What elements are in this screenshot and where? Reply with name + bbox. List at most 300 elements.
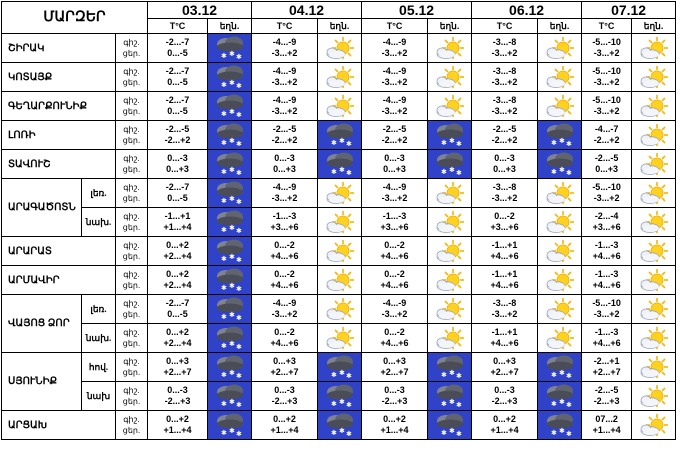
- weather-col-header: եղն.: [318, 19, 362, 34]
- day-temperature: -2...+3: [271, 396, 298, 406]
- night-temperature: 0...-2: [274, 240, 295, 250]
- period-label: [116, 266, 148, 295]
- regions-header: ՄԱՐԶԵՐ: [2, 2, 148, 34]
- sun-cloud-icon: [632, 237, 676, 266]
- snow-cloud-icon: [208, 179, 252, 208]
- temperature-cell: [472, 237, 538, 266]
- snow-cloud-icon: [538, 121, 582, 150]
- day-temperature: +4...+6: [592, 338, 621, 348]
- night-label: գիշ.: [123, 183, 140, 192]
- night-temperature: -4...-9: [382, 95, 407, 105]
- day-temperature: -3...+2: [381, 106, 408, 116]
- svg-text:✱: ✱: [455, 372, 462, 380]
- svg-text:✱: ✱: [228, 195, 235, 203]
- sun-cloud-icon: [318, 208, 362, 237]
- temperature-cell: [582, 63, 632, 92]
- temperature-cell: [252, 353, 318, 382]
- day-temperature: +3...+6: [490, 222, 519, 232]
- night-temperature: -4...-9: [382, 37, 407, 47]
- svg-text:✱: ✱: [235, 198, 242, 206]
- svg-text:✱: ✱: [235, 372, 242, 380]
- sun-cloud-icon: [318, 179, 362, 208]
- temperature-cell: [148, 353, 208, 382]
- temperature-cell: [472, 179, 538, 208]
- forecast-row: [2, 324, 676, 353]
- day-temperature: +2...+7: [592, 367, 621, 377]
- sun-cloud-icon: [632, 353, 676, 382]
- night-temperature: 0...+3: [493, 356, 516, 366]
- sun-cloud-icon: [428, 295, 472, 324]
- day-temperature: -3...+2: [271, 309, 298, 319]
- snow-cloud-icon: [208, 324, 252, 353]
- temperature-cell: [582, 34, 632, 63]
- svg-text:✱: ✱: [338, 166, 345, 174]
- temperature-cell: [362, 92, 428, 121]
- snow-cloud-icon: [428, 150, 472, 179]
- day-temperature: -3...+2: [381, 193, 408, 203]
- night-label: գիշ.: [123, 328, 140, 337]
- day-temperature: +3...+6: [592, 222, 621, 232]
- temperature-cell: [362, 150, 428, 179]
- day-temperature: -3...+2: [271, 193, 298, 203]
- sun-cloud-icon: [632, 179, 676, 208]
- sun-cloud-icon: [428, 34, 472, 63]
- period-label: [116, 121, 148, 150]
- temperature-cell: [252, 324, 318, 353]
- svg-text:✱: ✱: [330, 139, 337, 147]
- day-temperature: +2...+4: [163, 251, 192, 261]
- svg-text:✱: ✱: [565, 140, 572, 148]
- night-temperature: 0...-3: [384, 385, 405, 395]
- night-temperature: -5...-10: [592, 37, 621, 47]
- temperature-cell: [362, 63, 428, 92]
- temperature-cell: [362, 295, 428, 324]
- night-temperature: -4...-7: [594, 124, 619, 134]
- day-temperature: +4...+6: [270, 338, 299, 348]
- day-temperature: -3...+2: [491, 106, 518, 116]
- svg-text:✱: ✱: [235, 285, 242, 293]
- temperature-cell: [362, 411, 428, 440]
- svg-text:✱: ✱: [440, 168, 447, 176]
- temperature-cell: [472, 150, 538, 179]
- temperature-cell: [582, 208, 632, 237]
- svg-text:✱: ✱: [330, 371, 337, 379]
- day-temperature: -2...+3: [593, 396, 620, 406]
- night-temperature: -2...-7: [165, 298, 190, 308]
- night-temperature: -4...-9: [382, 182, 407, 192]
- day-label: ցեր.: [122, 397, 141, 406]
- sun-cloud-icon: [428, 179, 472, 208]
- svg-text:✱: ✱: [235, 82, 242, 90]
- date-header-5: 07.12: [582, 2, 676, 19]
- temperature-cell: [472, 295, 538, 324]
- snow-cloud-icon: [538, 382, 582, 411]
- day-temperature: 0...-5: [167, 193, 188, 203]
- day-label: ցեր.: [122, 194, 141, 203]
- day-temperature: 0...+3: [383, 164, 406, 174]
- night-temperature: 0...-3: [274, 385, 295, 395]
- temperature-cell: [472, 324, 538, 353]
- night-temperature: -1...-3: [272, 211, 297, 221]
- svg-text:✱: ✱: [338, 369, 345, 377]
- day-temperature: +1...+4: [592, 425, 621, 435]
- day-temperature: -3...+2: [593, 48, 620, 58]
- temperature-cell: [472, 208, 538, 237]
- forecast-row: [2, 353, 676, 382]
- temperature-cell: [148, 208, 208, 237]
- period-label: [116, 237, 148, 266]
- svg-text:✱: ✱: [345, 372, 352, 380]
- temperature-cell: [252, 150, 318, 179]
- temperature-cell: [252, 121, 318, 150]
- night-temperature: -5...-10: [592, 95, 621, 105]
- svg-text:✱: ✱: [228, 369, 235, 377]
- sun-cloud-icon: [538, 324, 582, 353]
- svg-text:✱: ✱: [338, 427, 345, 435]
- day-temperature: +4...+6: [592, 251, 621, 261]
- forecast-row: [2, 237, 676, 266]
- sun-cloud-icon: [538, 92, 582, 121]
- night-temperature: 0...-3: [274, 153, 295, 163]
- snow-cloud-icon: [208, 208, 252, 237]
- sun-cloud-icon: [318, 63, 362, 92]
- day-temperature: -3...+2: [491, 48, 518, 58]
- day-label: ցեր.: [122, 339, 141, 348]
- snow-cloud-icon: [318, 353, 362, 382]
- night-temperature: -1...+1: [491, 240, 518, 250]
- day-temperature: 0...-5: [167, 48, 188, 58]
- day-temperature: +4...+6: [270, 251, 299, 261]
- night-label: գիշ.: [123, 299, 140, 308]
- sun-cloud-icon: [428, 208, 472, 237]
- svg-text:✱: ✱: [220, 255, 227, 263]
- svg-text:✱: ✱: [330, 400, 337, 408]
- period-label: [116, 208, 148, 237]
- svg-text:✱: ✱: [448, 369, 455, 377]
- temperature-cell: [472, 411, 538, 440]
- sun-cloud-icon: [318, 324, 362, 353]
- night-temperature: -4...-9: [272, 298, 297, 308]
- night-temperature: 0...-2: [274, 269, 295, 279]
- temperature-cell: [148, 121, 208, 150]
- night-temperature: -2...-7: [165, 66, 190, 76]
- region-name: ԱՐՑԱԽ: [2, 411, 116, 440]
- day-temperature: -3...+2: [381, 309, 408, 319]
- day-label: ցեր.: [122, 310, 141, 319]
- region-name: ԳԵՂԱՐՔՈՒՆԻՔ: [2, 92, 116, 121]
- temperature-cell: [472, 92, 538, 121]
- svg-text:✱: ✱: [440, 371, 447, 379]
- svg-text:✱: ✱: [455, 169, 462, 177]
- svg-text:✱: ✱: [558, 369, 565, 377]
- period-label: [116, 382, 148, 411]
- svg-text:✱: ✱: [220, 110, 227, 118]
- snow-cloud-icon: [318, 121, 362, 150]
- day-temperature: 0...-5: [167, 106, 188, 116]
- temperature-cell: [252, 295, 318, 324]
- snow-cloud-icon: [208, 382, 252, 411]
- sun-cloud-icon: [632, 150, 676, 179]
- night-label: գիշ.: [123, 96, 140, 105]
- sun-cloud-icon: [632, 121, 676, 150]
- night-temperature: -2...-5: [492, 124, 517, 134]
- night-temperature: 0...+2: [166, 269, 189, 279]
- night-temperature: -4...-9: [272, 182, 297, 192]
- snow-cloud-icon: [208, 34, 252, 63]
- temperature-cell: [362, 121, 428, 150]
- svg-text:✱: ✱: [220, 342, 227, 350]
- snow-cloud-icon: [208, 63, 252, 92]
- subregion-name: նախ: [82, 382, 116, 411]
- day-temperature: +4...+6: [380, 251, 409, 261]
- day-temperature: -3...+2: [593, 106, 620, 116]
- svg-text:✱: ✱: [550, 429, 557, 437]
- night-temperature: 0...-3: [494, 153, 515, 163]
- period-label: [116, 324, 148, 353]
- svg-text:✱: ✱: [455, 401, 462, 409]
- snow-cloud-icon: [318, 382, 362, 411]
- region-name: ՏԱՎՈՒՇ: [2, 150, 116, 179]
- svg-text:✱: ✱: [235, 401, 242, 409]
- day-temperature: 0...-5: [167, 309, 188, 319]
- sun-cloud-icon: [428, 266, 472, 295]
- night-temperature: -5...-10: [592, 182, 621, 192]
- temperature-cell: [362, 266, 428, 295]
- snow-cloud-icon: [428, 382, 472, 411]
- day-temperature: +1...+4: [380, 425, 409, 435]
- forecast-row: [2, 382, 676, 411]
- region-name: ԼՈՌԻ: [2, 121, 116, 150]
- svg-text:✱: ✱: [550, 400, 557, 408]
- temperature-cell: [148, 324, 208, 353]
- svg-text:✱: ✱: [228, 427, 235, 435]
- snow-cloud-icon: [208, 266, 252, 295]
- night-temperature: -1...+1: [491, 269, 518, 279]
- svg-text:✱: ✱: [440, 400, 447, 408]
- sun-cloud-icon: [318, 34, 362, 63]
- day-temperature: +4...+6: [490, 338, 519, 348]
- day-temperature: -3...+2: [271, 77, 298, 87]
- svg-text:✱: ✱: [220, 284, 227, 292]
- svg-text:✱: ✱: [565, 169, 572, 177]
- weather-col-header: եղն.: [208, 19, 252, 34]
- night-temperature: -4...-9: [382, 66, 407, 76]
- temp-col-header: T°C: [252, 19, 318, 34]
- night-temperature: 0...-2: [274, 327, 295, 337]
- night-label: գիշ.: [123, 241, 140, 250]
- svg-text:✱: ✱: [345, 169, 352, 177]
- svg-text:✱: ✱: [220, 52, 227, 60]
- svg-text:✱: ✱: [220, 400, 227, 408]
- temperature-cell: [362, 208, 428, 237]
- sun-cloud-icon: [538, 179, 582, 208]
- night-label: գիշ.: [123, 67, 140, 76]
- svg-text:✱: ✱: [455, 140, 462, 148]
- svg-text:✱: ✱: [220, 139, 227, 147]
- temperature-cell: [362, 34, 428, 63]
- day-temperature: +3...+6: [380, 222, 409, 232]
- day-temperature: +1...+4: [163, 222, 192, 232]
- date-header-2: 04.12: [252, 2, 362, 19]
- temperature-cell: [148, 266, 208, 295]
- night-temperature: -4...-9: [272, 95, 297, 105]
- snow-cloud-icon: [208, 295, 252, 324]
- day-temperature: +4...+6: [380, 338, 409, 348]
- svg-text:✱: ✱: [558, 166, 565, 174]
- night-label: գիշ.: [123, 415, 140, 424]
- temperature-cell: [362, 353, 428, 382]
- svg-text:✱: ✱: [565, 372, 572, 380]
- temperature-cell: [582, 353, 632, 382]
- svg-text:✱: ✱: [235, 227, 242, 235]
- day-temperature: -3...+2: [381, 77, 408, 87]
- forecast-table: [1, 1, 676, 440]
- svg-text:✱: ✱: [550, 139, 557, 147]
- temp-col-header: T°C: [582, 19, 632, 34]
- night-temperature: -2...-5: [382, 124, 407, 134]
- svg-text:✱: ✱: [558, 137, 565, 145]
- svg-text:✱: ✱: [440, 139, 447, 147]
- sun-cloud-icon: [428, 63, 472, 92]
- temperature-cell: [582, 237, 632, 266]
- svg-text:✱: ✱: [558, 398, 565, 406]
- sun-cloud-icon: [318, 295, 362, 324]
- day-label: ցեր.: [122, 426, 141, 435]
- svg-text:✱: ✱: [220, 371, 227, 379]
- day-temperature: -3...+2: [491, 309, 518, 319]
- period-label: [116, 92, 148, 121]
- svg-text:✱: ✱: [338, 398, 345, 406]
- svg-text:✱: ✱: [228, 340, 235, 348]
- temperature-cell: [148, 34, 208, 63]
- date-header-1: 03.12: [148, 2, 252, 19]
- night-temperature: -3...-8: [492, 182, 517, 192]
- sun-cloud-icon: [632, 208, 676, 237]
- region-name: ՎԱՅՈՑ ՁՈՐ: [2, 295, 82, 353]
- svg-text:✱: ✱: [235, 256, 242, 264]
- svg-text:✱: ✱: [330, 168, 337, 176]
- night-temperature: -2...-5: [165, 124, 190, 134]
- day-temperature: +4...+6: [380, 280, 409, 290]
- night-temperature: 0...-2: [384, 269, 405, 279]
- day-temperature: +2...+7: [163, 367, 192, 377]
- temperature-cell: [582, 150, 632, 179]
- snow-cloud-icon: [208, 150, 252, 179]
- svg-text:✱: ✱: [220, 168, 227, 176]
- night-temperature: -2...-5: [272, 124, 297, 134]
- day-temperature: 0...+3: [493, 164, 516, 174]
- night-temperature: -2...-7: [165, 37, 190, 47]
- sun-cloud-icon: [428, 324, 472, 353]
- night-temperature: -1...+1: [491, 327, 518, 337]
- sun-cloud-icon: [538, 295, 582, 324]
- svg-text:✱: ✱: [550, 168, 557, 176]
- svg-text:✱: ✱: [330, 429, 337, 437]
- night-temperature: 0...+2: [166, 240, 189, 250]
- snow-cloud-icon: [208, 411, 252, 440]
- temperature-cell: [582, 179, 632, 208]
- svg-text:✱: ✱: [448, 137, 455, 145]
- temperature-cell: [362, 324, 428, 353]
- sun-cloud-icon: [632, 63, 676, 92]
- temperature-cell: [148, 295, 208, 324]
- svg-text:✱: ✱: [235, 111, 242, 119]
- forecast-row: [2, 92, 676, 121]
- svg-text:✱: ✱: [235, 53, 242, 61]
- day-temperature: -3...+2: [593, 77, 620, 87]
- date-header-4: 06.12: [472, 2, 582, 19]
- sun-cloud-icon: [632, 266, 676, 295]
- svg-text:✱: ✱: [228, 282, 235, 290]
- night-temperature: -4...-9: [272, 37, 297, 47]
- svg-text:✱: ✱: [228, 398, 235, 406]
- day-label: ցեր.: [122, 78, 141, 87]
- night-temperature: -1...-3: [594, 269, 619, 279]
- region-name: ԱՐԱՐԱՏ: [2, 237, 116, 266]
- snow-cloud-icon: [208, 353, 252, 382]
- svg-text:✱: ✱: [565, 430, 572, 438]
- svg-text:✱: ✱: [235, 343, 242, 351]
- night-temperature: 0...+3: [273, 356, 296, 366]
- weather-col-header: եղն.: [632, 19, 676, 34]
- night-temperature: 0...+2: [166, 414, 189, 424]
- region-name: ԱՐԱԳԱԾՈՏՆ: [2, 179, 82, 237]
- period-label: [116, 63, 148, 92]
- night-temperature: 0...-3: [384, 153, 405, 163]
- temperature-cell: [148, 237, 208, 266]
- night-temperature: 0...+2: [166, 327, 189, 337]
- snow-cloud-icon: [318, 150, 362, 179]
- day-label: ցեր.: [122, 165, 141, 174]
- region-name: ԿՈՏԱՅՔ: [2, 63, 116, 92]
- svg-text:✱: ✱: [455, 430, 462, 438]
- temperature-cell: [472, 121, 538, 150]
- day-temperature: -3...+2: [491, 77, 518, 87]
- forecast-row: [2, 34, 676, 63]
- svg-text:✱: ✱: [220, 197, 227, 205]
- temp-col-header: T°C: [148, 19, 208, 34]
- day-temperature: -3...+2: [593, 309, 620, 319]
- day-temperature: -2...+3: [491, 396, 518, 406]
- sun-cloud-icon: [318, 266, 362, 295]
- svg-text:✱: ✱: [235, 169, 242, 177]
- night-label: գիշ.: [123, 212, 140, 221]
- night-temperature: -1...+1: [164, 211, 191, 221]
- night-label: գիշ.: [123, 38, 140, 47]
- forecast-row: [2, 411, 676, 440]
- snow-cloud-icon: [428, 411, 472, 440]
- temperature-cell: [582, 382, 632, 411]
- forecast-row: [2, 121, 676, 150]
- temperature-cell: [582, 295, 632, 324]
- forecast-row: [2, 208, 676, 237]
- temperature-cell: [582, 121, 632, 150]
- temperature-cell: [582, 266, 632, 295]
- svg-text:✱: ✱: [558, 427, 565, 435]
- day-temperature: -3...+2: [593, 193, 620, 203]
- date-header-3: 05.12: [362, 2, 472, 19]
- svg-text:✱: ✱: [448, 427, 455, 435]
- night-temperature: 0...-2: [384, 327, 405, 337]
- svg-text:✱: ✱: [235, 140, 242, 148]
- day-label: ցեր.: [122, 223, 141, 232]
- temperature-cell: [252, 92, 318, 121]
- night-temperature: -2...-5: [594, 153, 619, 163]
- sun-cloud-icon: [318, 92, 362, 121]
- day-temperature: +4...+6: [490, 280, 519, 290]
- night-temperature: -3...-8: [492, 298, 517, 308]
- forecast-row: [2, 295, 676, 324]
